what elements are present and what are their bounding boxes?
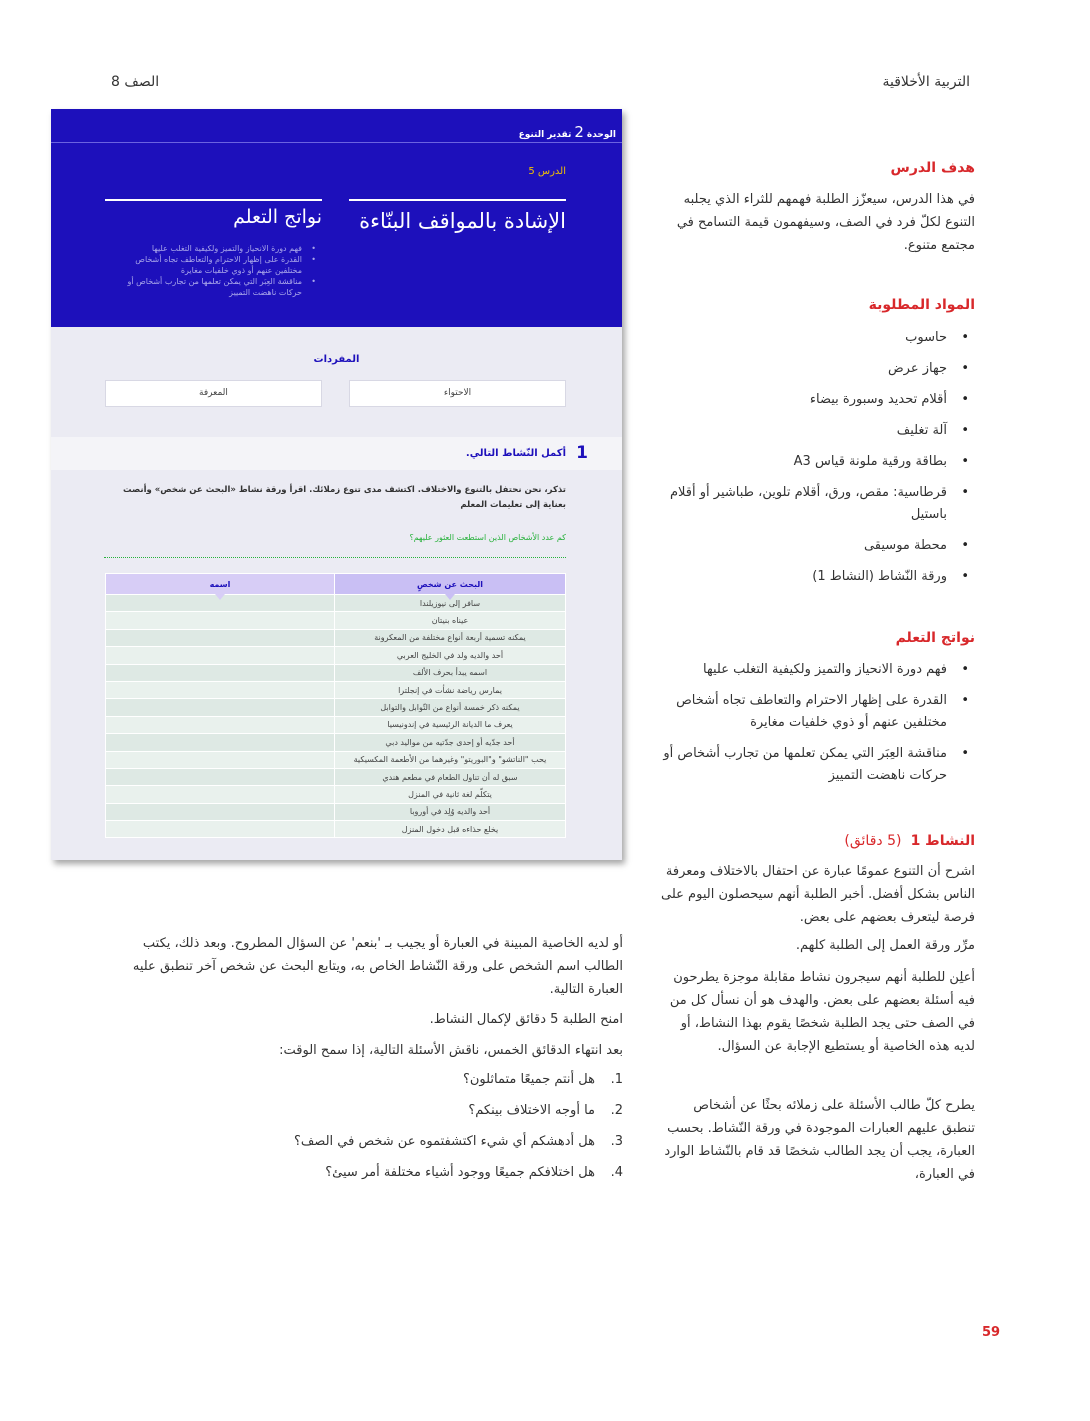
list-item: • بطاقة ورقية ملونة قياس A3: [660, 451, 975, 473]
list-item: • مناقشة العِبَر التي يمكن تعلمها من تجارب أشخاص أو حركات ناهضت التمييز: [660, 743, 975, 787]
name-cell: [106, 612, 335, 629]
page-number: 59: [982, 1325, 1001, 1340]
question-number: 4.: [610, 1165, 623, 1180]
column-header-label: البحث عن شخصٍ: [416, 579, 484, 589]
list-item: • آلة تغليف: [660, 420, 975, 442]
activity-paragraph-3: أعلِن للطلبة أنهم سيجرون نشاط مقابلة موجزة يطرحون فيه أسئلة بعضهم على بعض. والهدف هو أن نسأل كل من في الصف حتى يجد الطلبة شخصًا يقوم بهذا النشاط، أو لديه هذه الخاصية أو يستطيع الإجابة عن السؤال.: [669, 970, 975, 1054]
table-cell: سبق له أن تناول الطعام في مطعم هندي: [335, 768, 566, 785]
vocabulary-title: المفردات: [313, 354, 360, 365]
name-cell: [106, 786, 335, 803]
vocab-box: المعرفة: [105, 380, 322, 407]
book-question: كم عدد الأشخاص الذين استطعت العثور عليهم؟: [409, 533, 566, 542]
discussion-questions: [111, 1070, 623, 1194]
name-cell: [106, 734, 335, 751]
list-item: • القدرة على إظهار الاحترام والتعاطف تجاه أشخاص مختلفين عنهم أو ذوي خلفيات مغايرة: [660, 690, 975, 734]
header-pointer: [445, 594, 455, 600]
table-row: [106, 768, 566, 785]
list-item: [111, 1132, 623, 1152]
materials-list: [660, 327, 975, 588]
list-item: • مناقشة العِبَر التي يمكن تعلمها من تجارب أشخاص أو حركات ناهضت التمييز: [107, 276, 322, 298]
student-book-page: [51, 109, 622, 860]
book-activity-title: أكمل النّشاط التالي.: [465, 448, 566, 459]
activity-heading: [660, 830, 975, 849]
list-item: [111, 1101, 623, 1121]
unit-label: [519, 123, 616, 141]
find-someone-table: [105, 573, 566, 838]
table-cell: أحد والديه ولد في الخليج العربي: [335, 647, 566, 664]
name-cell: [106, 647, 335, 664]
column-header-find: [335, 574, 566, 595]
question-number: 3.: [610, 1134, 623, 1149]
table-cell: يخلع حذاءه قبل دخول المنزل: [335, 821, 566, 838]
book-activity-number: 1: [576, 443, 588, 463]
list-item: [111, 1163, 623, 1183]
unit-number: 2: [574, 123, 584, 141]
question-number: 1.: [610, 1072, 623, 1087]
grade-header: الصف 8: [111, 74, 160, 90]
table-cell: يمكنه ذكر خمسة أنواع من التّوابل والتوابل: [335, 699, 566, 716]
table-row: [106, 821, 566, 838]
list-item: • ورقة النّشاط (النشاط 1): [660, 566, 975, 588]
table-row: [106, 699, 566, 716]
list-item: • أقلام تحديد وسبورة بيضاء: [660, 389, 975, 411]
table-cell: أحد جدّيه أو إحدى جدّتيه من مواليد دبي: [335, 734, 566, 751]
question-text: هل اختلافكم جميعًا ووجود أشياء مختلفة أمر سيئ؟: [325, 1165, 595, 1180]
table-cell: سافر إلى نيوزيلندا: [335, 595, 566, 612]
goal-text: في هذا الدرس، سيعزّز الطلبة فهمهم للثراء الذي يجلبه التنوع لكلّ فرد في الصف، وسيفهمون قيمة التسامح في مجتمع متنوع.: [676, 192, 975, 253]
unit-title: تقدير التنوع: [518, 130, 572, 140]
table-row: [106, 595, 566, 612]
table-row: [106, 612, 566, 629]
table-cell: يحب "الناتشو" و"البوريتو" وغيرهما من الأطعمة المكسيكية: [335, 751, 566, 768]
list-item: • جهاز عرض: [660, 358, 975, 380]
goal-title: هدف الدرس: [890, 160, 975, 176]
name-cell: [106, 751, 335, 768]
lesson-title: الإشادة بالمواقف البنّاءة: [359, 209, 566, 233]
title-rule: [349, 199, 566, 201]
table-row: [106, 647, 566, 664]
continued-paragraph-3: بعد انتهاء الدقائق الخمس، ناقش الأسئلة التالية، إذا سمح الوقت:: [279, 1043, 623, 1058]
list-item: • قرطاسية: مقص، ورق، أقلام تلوين، طباشير أو أقلام باستيل: [660, 482, 975, 526]
list-item: • القدرة على إظهار الاحترام والتعاطف تجاه أشخاص مختلفين عنهم أو ذوي خلفيات مغايرة: [107, 254, 322, 276]
table-cell: يمارس رياضة نشأت في إنجلترا: [335, 681, 566, 698]
table-row: [106, 629, 566, 646]
table-cell: أحد والديه وُلِد في أوروبا: [335, 803, 566, 820]
name-cell: [106, 681, 335, 698]
activity-title: النشاط 1: [910, 833, 975, 849]
question-text: هل أدهشكم أي شيء اكتشفتموه عن شخص في الصف؟: [293, 1134, 595, 1149]
activity-paragraph-2: مرِّر ورقة العمل إلى الطلبة كلهم.: [795, 938, 975, 953]
continued-paragraph-2: امنح الطلبة 5 دقائق لإكمال النشاط.: [429, 1012, 623, 1027]
table-row: [106, 681, 566, 698]
subject-header: التربية الأخلاقية: [882, 74, 970, 90]
book-outcomes-list: [107, 243, 322, 298]
column-header-name: [106, 574, 335, 595]
activity-paragraph-4: يطرح كلّ طالب الأسئلة على زملائه بحثًا عن أشخاص تنطبق عليهم العبارات الموجودة في ورقة النّشاط. بحسب العبارة، يجب أن يجد الطالب شخصًا قد قام بالنّشاط الوارد في العبارة،: [664, 1098, 975, 1182]
name-cell: [106, 768, 335, 785]
outcomes-list: [660, 659, 975, 787]
list-item: • فهم دورة الانحياز والتميز ولكيفية التغلب عليها: [107, 243, 322, 254]
book-instruction: تذكر، نحن نحتفل بالتنوع والاختلاف. اكتشف مدى تنوع زملائك. اقرأ ورقة نشاط «البحث عن شخص» وأنصت بعناية إلى تعليمات المعلم: [123, 485, 566, 510]
materials-title: المواد المطلوبة: [868, 297, 975, 313]
table-cell: عيناه بنيتان: [335, 612, 566, 629]
activity-paragraph-1: اشرح أن التنوع عمومًا عبارة عن احتفال بالاختلاف ومعرفة الناس بشكل أفضل. أخبر الطلبة أنهم سيحصلون اليوم على فرصة ليتعرف بعضهم على بعض.: [661, 864, 975, 925]
unit-word: الوحدة: [586, 130, 616, 140]
table-row: [106, 786, 566, 803]
list-item: • محطة موسيقى: [660, 535, 975, 557]
table-row: [106, 803, 566, 820]
question-text: ما أوجه الاختلاف بينكم؟: [468, 1103, 595, 1118]
name-cell: [106, 699, 335, 716]
column-header-label: اسمه: [209, 579, 231, 589]
banner-divider: [51, 142, 622, 143]
vocab-box: الاحتواء: [349, 380, 566, 407]
header-pointer: [215, 594, 225, 600]
outcomes-title: نواتج التعلم: [895, 630, 975, 646]
question-text: هل أنتم جميعًا متماثلون؟: [462, 1072, 595, 1087]
table-cell: يتكلّم لغة ثانية في المنزل: [335, 786, 566, 803]
name-cell: [106, 716, 335, 733]
table-row: [106, 751, 566, 768]
question-number: 2.: [610, 1103, 623, 1118]
name-cell: [106, 629, 335, 646]
outcomes-rule: [105, 199, 322, 201]
list-item: • فهم دورة الانحياز والتميز ولكيفية التغلب عليها: [660, 659, 975, 681]
name-cell: [106, 664, 335, 681]
table-row: [106, 734, 566, 751]
table-row: [106, 716, 566, 733]
book-outcomes-title: نواتج التعلم: [233, 206, 322, 228]
list-item: [111, 1070, 623, 1090]
list-item: • حاسوب: [660, 327, 975, 349]
name-cell: [106, 821, 335, 838]
table-cell: اسمه يبدأ بحرف الألف: [335, 664, 566, 681]
lesson-label: الدرس 5: [528, 166, 566, 177]
answer-line: [104, 557, 566, 558]
table-row: [106, 664, 566, 681]
table-cell: يمكنه تسمية أربعة أنواع مختلفة من المعكرونة: [335, 629, 566, 646]
name-cell: [106, 803, 335, 820]
activity-duration: (5 دقائق): [844, 833, 902, 849]
table-cell: يعرف ما الديانة الرئيسية في إندونيسيا: [335, 716, 566, 733]
continued-paragraph-1: أو لديه الخاصية المبينة في العبارة أو يجيب بـ 'بنعم' عن السؤال المطروح. وبعد ذلك، يكتب الطالب اسم الشخص على ورقة النّشاط الخاص به، ويتابع البحث عن شخص آخر تنطبق عليه العبارة التالية.: [132, 936, 623, 997]
